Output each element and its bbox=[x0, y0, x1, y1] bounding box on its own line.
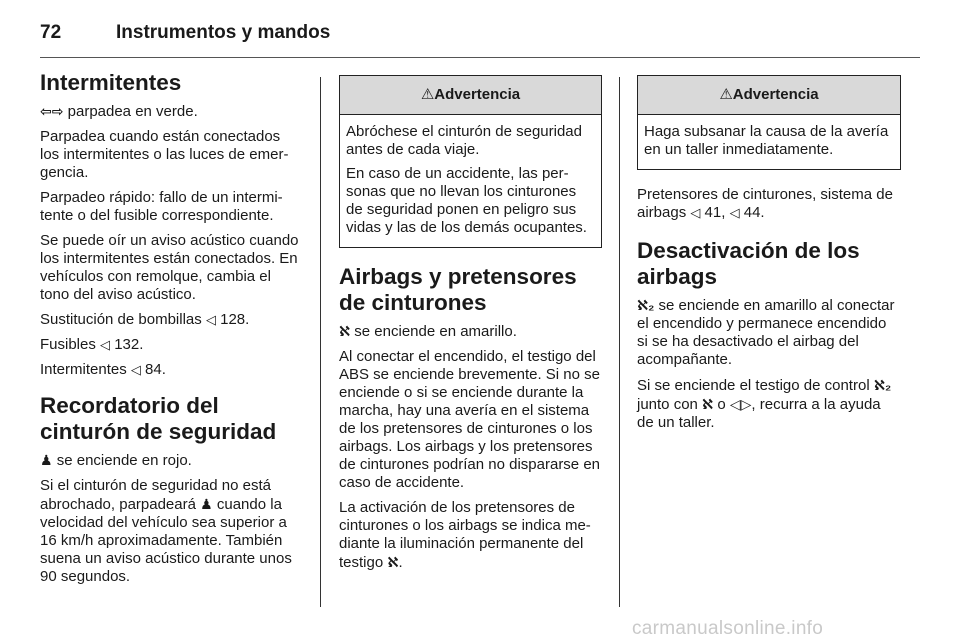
para-ref-pretensores: Pretensores de cinturones, sistema de airbags ◁ 41, ◁ 44. bbox=[637, 186, 893, 221]
para-ref-intermitentes: Intermitentes ◁ 84. bbox=[40, 361, 166, 378]
page-ref-icon: ◁ bbox=[130, 362, 141, 377]
column-right bbox=[637, 70, 901, 439]
seatbelt-icon: ♟ bbox=[200, 496, 213, 512]
page-ref-icon: ◁ bbox=[729, 205, 740, 220]
airbag-off-icon: ℵ₂ bbox=[637, 297, 655, 313]
column-middle bbox=[339, 70, 602, 579]
warning-text-1: Haga subsanar la causa de la avería en un taller inmediatamente. bbox=[644, 123, 889, 158]
heading-intermitentes: Intermitentes bbox=[40, 70, 182, 95]
para-ref-fusibles: Fusibles ◁ 132. bbox=[40, 336, 144, 353]
heading-recordatorio-cinturon: Recordatorio del cinturón de seguridad bbox=[40, 393, 277, 444]
warning-header: ⚠Advertencia bbox=[638, 76, 900, 115]
warning-text-1: Abróchese el cinturón de seguridad antes de cada viaje. bbox=[346, 123, 582, 158]
column-divider-2 bbox=[619, 77, 620, 607]
para-aviso-acustico: Se puede oír un aviso acústico cuando los intermitentes están conectados. En vehículos con remolque, cambia el tono del aviso acústico. bbox=[40, 232, 299, 303]
para-airbag-off: ℵ₂ se enciende en amarillo al conectar el encendido y permanece encendido si se ha desactivado el airbag del acompañante. bbox=[637, 297, 895, 368]
para-cinturon-rojo: ♟ se enciende en rojo. bbox=[40, 452, 192, 469]
watermark: carmanualsonline.info bbox=[632, 618, 824, 639]
para-testigo-taller: Si se enciende el testigo de control ℵ₂ junto con ℵ o ◁▷, recurra a la ayuda de un taller. bbox=[637, 377, 892, 431]
warning-triangle-icon: ⚠ bbox=[719, 86, 733, 103]
para-abs-testigo: Al conectar el encendido, el testigo del ABS se enciende brevemente. Si no se enciende o si se enciende durante la marcha, hay una avería en el sistema de los pretensores de cinturones o los airbags. Los airbags y los pretensores de cinturones podrían no dispararse en caso de accidente. bbox=[339, 348, 601, 491]
para-parpadeo-rapido: Parpadeo rápido: fallo de un intermitente o del fusible correspondiente. bbox=[40, 189, 283, 224]
column-divider-1 bbox=[320, 77, 321, 607]
warning-box-taller bbox=[637, 75, 901, 170]
page-ref-icon: ◁ bbox=[100, 337, 111, 352]
warning-box-cinturon bbox=[339, 75, 602, 248]
para-activacion: La activación de los pretensores de cinturones o los airbags se indica mediante la iluminación permanente del testigo ℵ. bbox=[339, 499, 591, 571]
page-ref-icon: ◁ bbox=[205, 312, 216, 327]
warning-triangle-icon: ⚠ bbox=[420, 86, 435, 103]
page-header bbox=[40, 18, 330, 48]
seatbelt-icon: ♟ bbox=[40, 452, 53, 468]
para-intermitentes-verde: ⇦⇨ parpadea en verde. bbox=[40, 103, 198, 120]
warning-header: ⚠Advertencia bbox=[340, 76, 601, 115]
para-cinturon-parpadea: Si el cinturón de seguridad no está abrochado, parpadeará ♟ cuando la velocidad del vehículo sea superior a 16 km/h aproximadamente. También suena un aviso acústico durante unos 90 segundos. bbox=[40, 477, 292, 585]
turn-signal-icon: ◁▷ bbox=[729, 396, 752, 412]
heading-desactivacion-airbags: Desactivación de los airbags bbox=[637, 238, 860, 289]
warning-text-2: En caso de un accidente, las personas que no llevan los cinturones de seguridad ponen en peligro sus vidas y las de los demás ocupantes. bbox=[346, 165, 587, 236]
column-left bbox=[40, 70, 302, 593]
airbag-icon: ℵ bbox=[339, 323, 351, 339]
chapter-title: Instrumentos y mandos bbox=[116, 22, 331, 43]
para-airbag-amarillo: ℵ se enciende en amarillo. bbox=[339, 323, 517, 340]
para-parpadea: Parpadea cuando están conectados los intermitentes o las luces de emergencia. bbox=[40, 128, 289, 181]
airbag-off-icon: ℵ₂ bbox=[873, 377, 892, 393]
turn-signal-icon: ⇦⇨ bbox=[40, 103, 64, 119]
airbag-icon: ℵ bbox=[702, 396, 714, 412]
header-rule bbox=[40, 57, 920, 58]
heading-airbags-pretensores: Airbags y pretensores de cinturones bbox=[339, 264, 577, 315]
airbag-icon: ℵ bbox=[387, 554, 399, 570]
page-ref-icon: ◁ bbox=[690, 205, 701, 220]
page-number: 72 bbox=[40, 22, 62, 43]
para-ref-bombillas: Sustitución de bombillas ◁ 128. bbox=[40, 311, 250, 328]
